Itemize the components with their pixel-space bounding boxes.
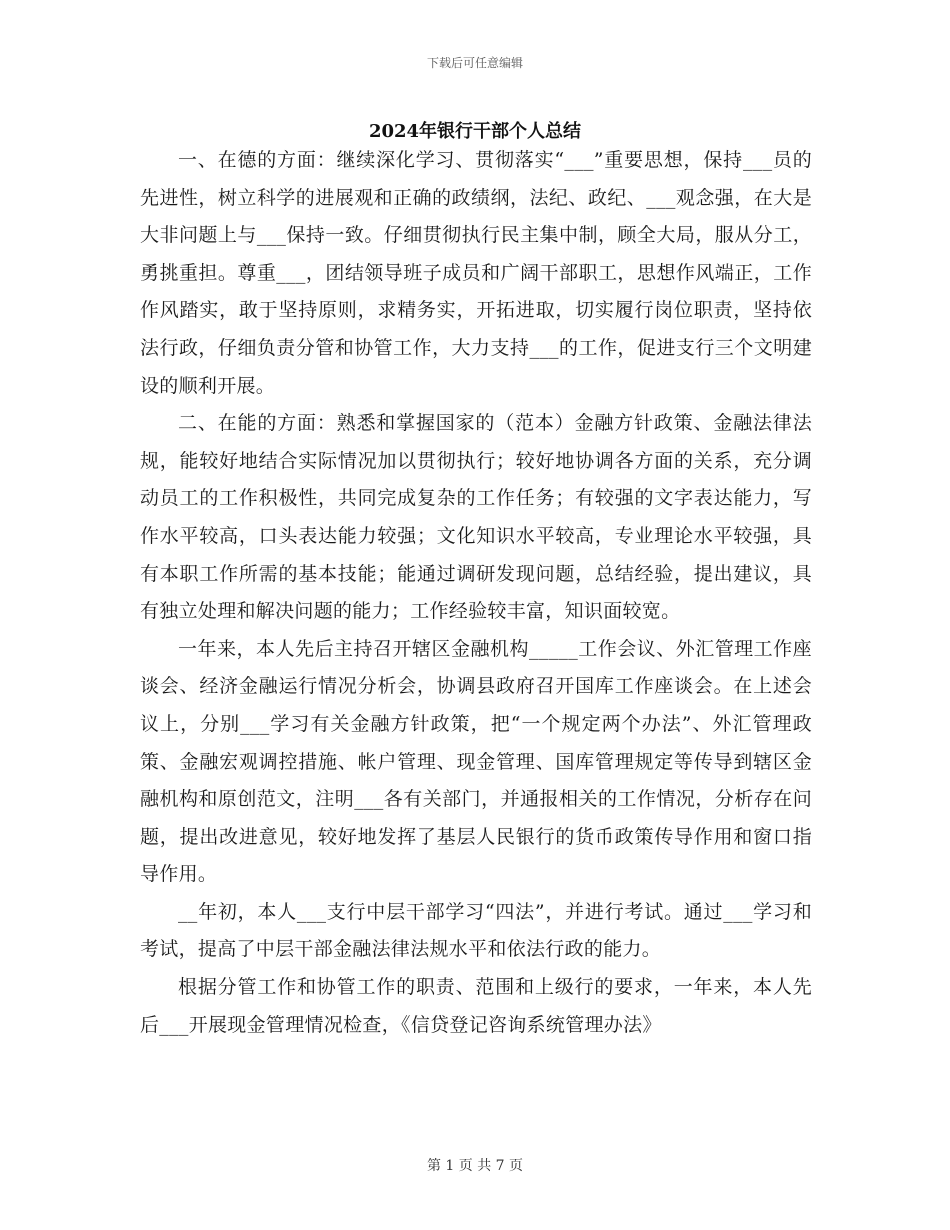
paragraph-virtue: 一、在德的方面：继续深化学习、贯彻落实“___”重要思想，保持___员的先进性，树立科学的进展观和正确的政绩纲，法纪、政纪、___观念强，在大是大非问题上与___保持一致。仔细贯彻执行民主集中制，顾全大局，服从分工，勇挑重担。尊重___，团结领导班子成员和广阔干部职工，思想作风端正，工作作风踏实，敢于坚持原则，求精务实，开拓进取，切实履行岗位职责，坚持依法行政，仔细负责分管和协管工作，大力支持___的工作，促进支行三个文明建设的顺利开展。 <box>140 149 812 397</box>
paragraph-meetings: 一年来，本人先后主持召开辖区金融机构_____工作会议、外汇管理工作座谈会、经济金融运行情况分析会，协调县政府召开国库工作座谈会。在上述会议上，分别___学习有关金融方针政策，把“一个规定两个办法”、外汇管理政策、金融宏观调控措施、帐户管理、现金管理、国库管理规定等传导到辖区金融机构和原创范文，注明___各有关部门，并通报相关的工作情况，分析存在问题，提出改进意见，较好地发挥了基层人民银行的货币政策传导作用和窗口指导作用。 <box>140 637 812 886</box>
page-number-footer: 第 1 页 共 7 页 <box>426 1158 524 1174</box>
document-body <box>140 142 812 1044</box>
document-title: 2024年银行干部个人总结 <box>368 121 582 142</box>
paragraph-ability: 二、在能的方面：熟悉和掌握国家的（范本）金融方针政策、金融法律法规，能较好地结合实际情况加以贯彻执行；较好地协调各方面的关系，充分调动员工的工作积极性，共同完成复杂的工作任务；有较强的文字表达能力，写作水平较高，口头表达能力较强；文化知识水平较高，专业理论水平较强，具有本职工作所需的基本技能；能通过调研发现问题，总结经验，提出建议，具有独立处理和解决问题的能力；工作经验较丰富，知识面较宽。 <box>140 412 812 623</box>
paragraph-inspection: 根据分管工作和协管工作的职责、范围和上级行的要求，一年来，本人先后___开展现金管理情况检查，《信贷登记咨询系统管理办法》 <box>140 976 812 1036</box>
page-header-note: 下载后可任意编辑 <box>426 56 523 70</box>
paragraph-training: __年初，本人___支行中层干部学习“四法”，并进行考试。通过___学习和考试，提高了中层干部金融法律法规水平和依法行政的能力。 <box>140 900 812 961</box>
